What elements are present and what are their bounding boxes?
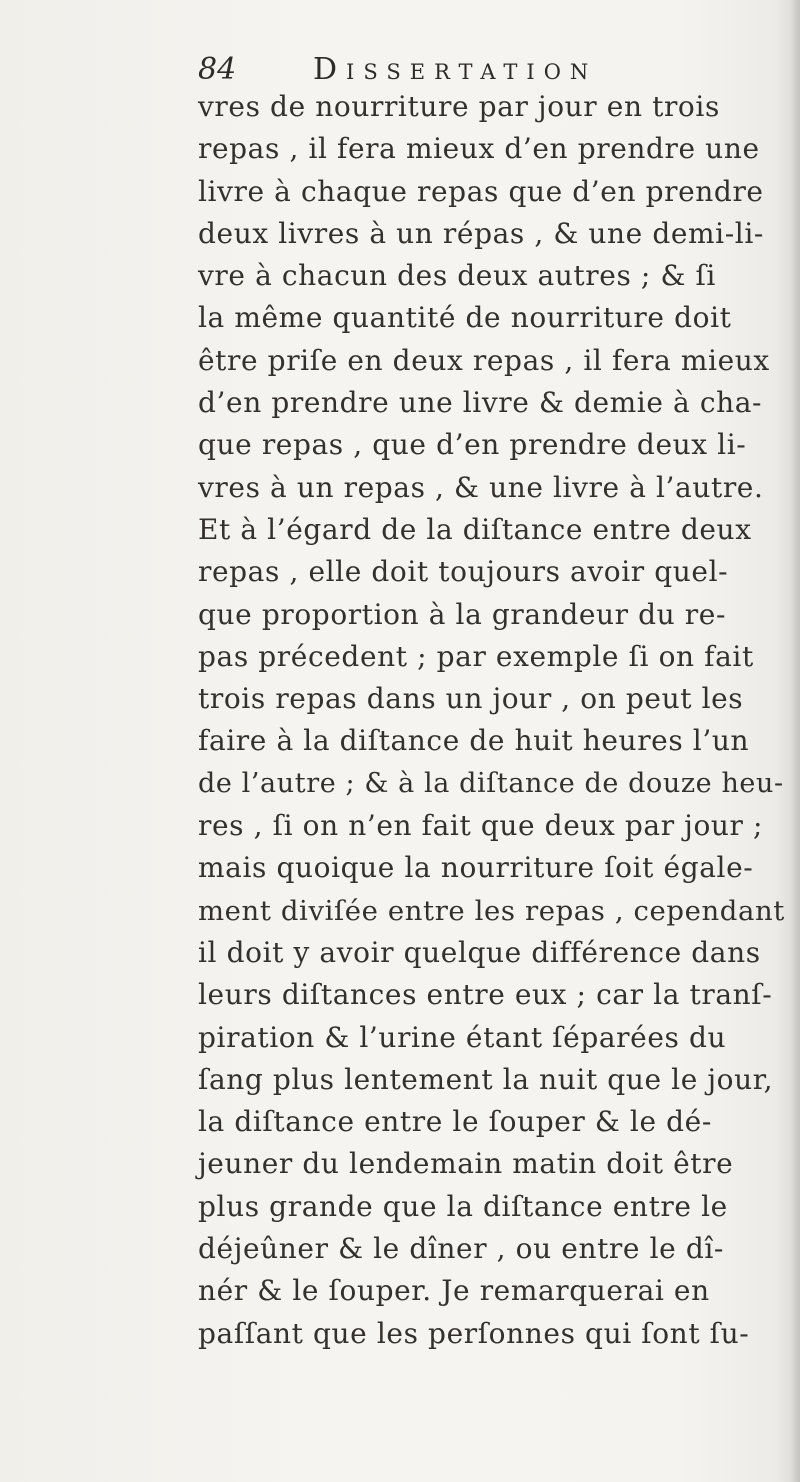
text-line: faire à la diſtance de huit heures l’un	[198, 724, 750, 758]
text-line: trois repas dans un jour , on peut les	[198, 682, 744, 716]
text-line: pas précedent ; par exemple ſi on fait	[198, 639, 754, 673]
text-line: vre à chacun des deux autres ; & ſi	[198, 259, 716, 293]
text-line: livre à chaque repas que d’en prendre	[198, 174, 764, 208]
text-line: piration & l’urine étant ſéparées du	[198, 1020, 727, 1054]
body-text	[198, 86, 788, 1355]
running-title: Dissertation	[313, 52, 598, 87]
text-line: de l’autre ; & à la diſtance de douze heu-	[198, 767, 784, 799]
text-line: la même quantité de nourriture doit	[198, 301, 732, 335]
text-line: leurs diſtances entre eux ; car la tranſ-	[198, 978, 773, 1012]
text-line: res , ſi on n’en fait que deux par jour ;	[198, 809, 764, 843]
text-line: d’en prendre une livre & demie à cha-	[198, 386, 763, 420]
text-line: nér & le ſouper. Je remarquerai en	[198, 1274, 710, 1308]
text-line: vres de nourriture par jour en trois	[198, 90, 720, 123]
text-line: Et à l’égard de la diſtance entre deux	[198, 512, 752, 546]
text-line: que proportion à la grandeur du re-	[198, 597, 727, 631]
text-line: plus grande que la diſtance entre le	[198, 1189, 728, 1223]
text-line: la diſtance entre le ſouper & le dé-	[198, 1105, 712, 1139]
page-number: 84	[198, 52, 237, 87]
text-line: ment diviſée entre les repas , cependant	[198, 894, 785, 927]
text-line: repas , il fera mieux d’en prendre une	[198, 132, 760, 166]
text-line: être priſe en deux repas , il fera mieux	[198, 343, 770, 377]
text-line: vres à un repas , & une livre à l’autre.	[198, 470, 764, 504]
text-line: déjeûner & le dîner , ou entre le dî-	[198, 1232, 724, 1266]
page-edge-shadow	[790, 0, 800, 1482]
text-line: paſſant que les perſonnes qui ſont ſu-	[198, 1316, 750, 1350]
text-line: que repas , que d’en prendre deux li-	[198, 428, 747, 462]
text-line: jeuner du lendemain matin doit être	[198, 1147, 734, 1181]
text-line: deux livres à un répas , & une demi-li-	[198, 216, 764, 250]
text-line: repas , elle doit toujours avoir quel-	[198, 555, 729, 589]
text-line: mais quoique la nourriture ſoit égale-	[198, 851, 754, 885]
text-line: ſang plus lentement la nuit que le jour,	[198, 1062, 774, 1096]
text-line: il doit y avoir quelque différence dans	[198, 935, 761, 969]
